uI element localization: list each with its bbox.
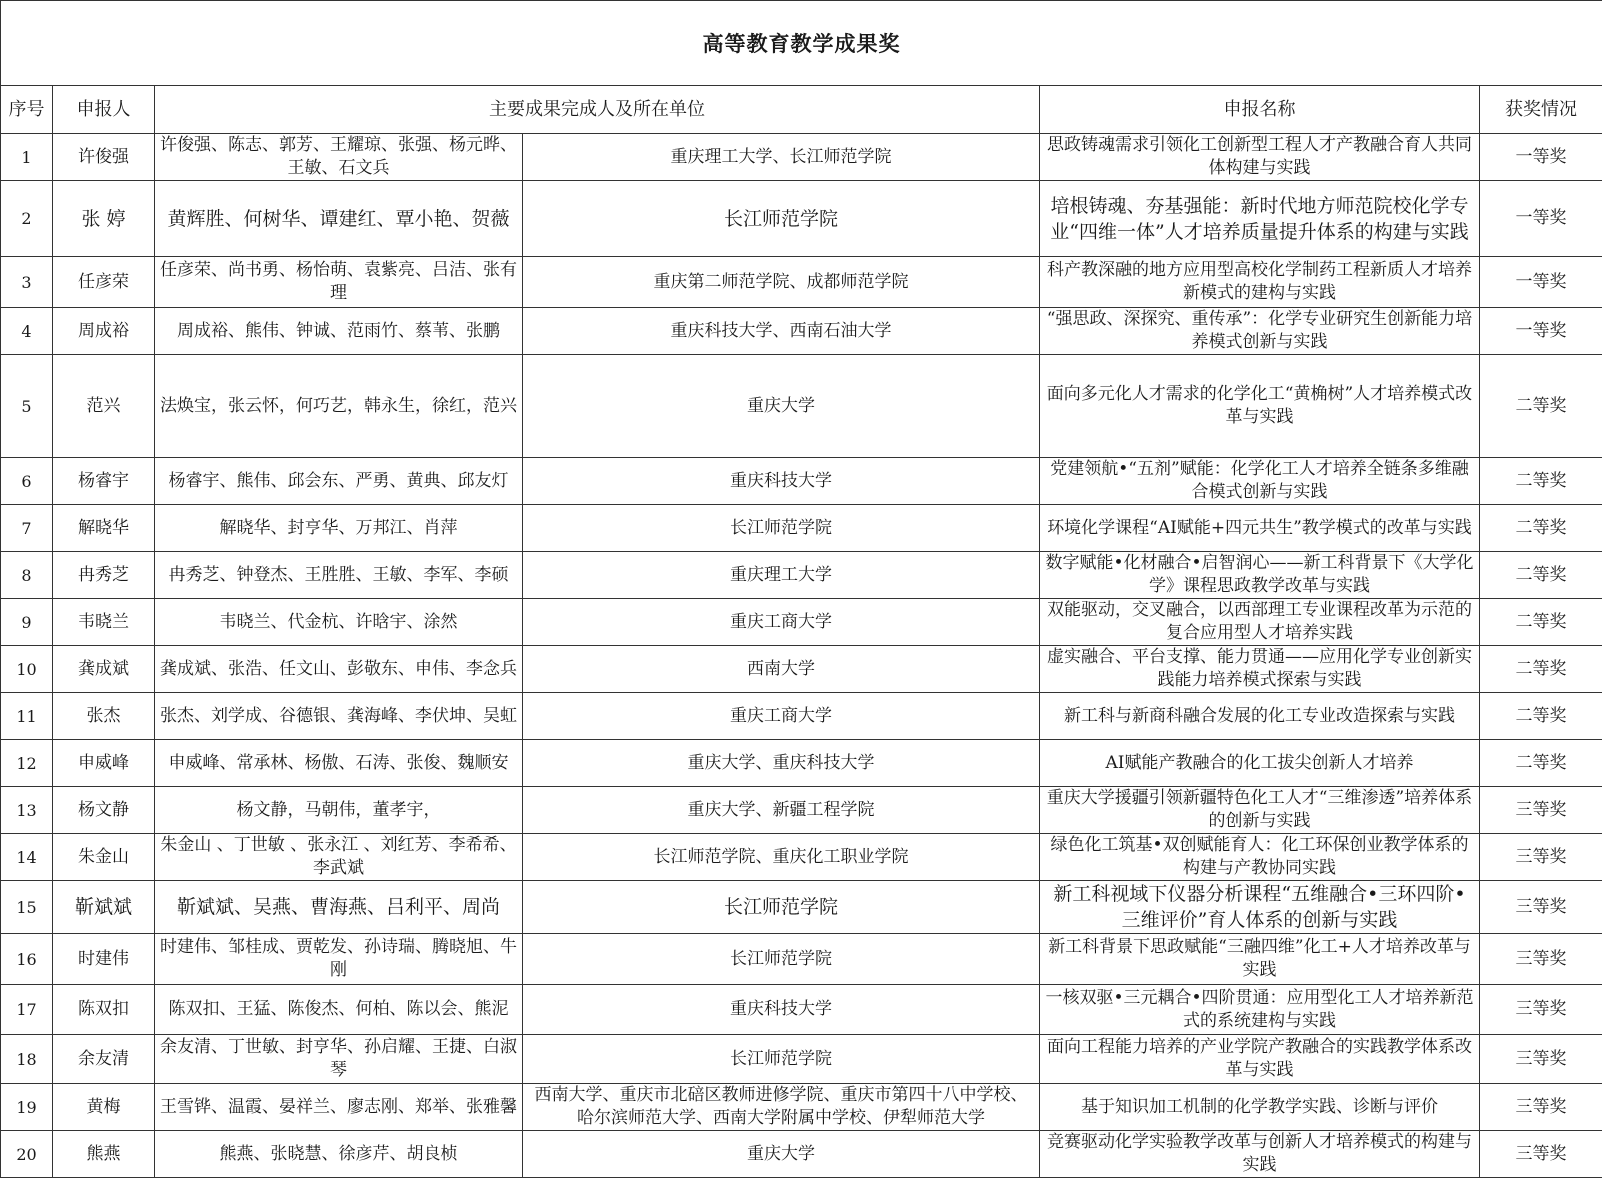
cell-persons: 解晓华、封亨华、万邦江、肖萍 [155,505,523,552]
cell-applicant: 朱金山 [53,834,155,881]
cell-persons: 龚成斌、张浩、任文山、彭敬东、申伟、李念兵 [155,646,523,693]
cell-project: 一核双驱•三元耦合•四阶贯通：应用型化工人才培养新范式的系统建构与实践 [1040,985,1480,1035]
cell-unit: 重庆科技大学 [523,458,1040,505]
header-award: 获奖情况 [1480,86,1602,134]
cell-persons: 时建伟、邹桂成、贾乾发、孙诗瑞、腾晓旭、牛刚 [155,934,523,985]
cell-persons: 冉秀芝、钟登杰、王胜胜、王敏、李军、李硕 [155,552,523,599]
cell-no: 11 [1,693,53,740]
cell-project: 思政铸魂需求引领化工创新型工程人才产教融合育人共同体构建与实践 [1040,134,1480,181]
cell-unit: 重庆工商大学 [523,693,1040,740]
table-row [1,458,1602,505]
cell-no: 4 [1,308,53,355]
header-applicant: 申报人 [53,86,155,134]
cell-unit: 重庆科技大学、西南石油大学 [523,308,1040,355]
cell-applicant: 周成裕 [53,308,155,355]
cell-no: 20 [1,1131,53,1178]
cell-award: 三等奖 [1480,1131,1602,1178]
cell-unit: 长江师范学院 [523,1035,1040,1084]
cell-applicant: 解晓华 [53,505,155,552]
cell-award: 三等奖 [1480,787,1602,834]
cell-project: 面向工程能力培养的产业学院产教融合的实践教学体系改革与实践 [1040,1035,1480,1084]
cell-persons: 任彦荣、尚书勇、杨怡萌、袁紫亮、吕洁、张有理 [155,257,523,308]
cell-persons: 余友清、丁世敏、封亨华、孙启耀、王捷、白淑琴 [155,1035,523,1084]
cell-project: 双能驱动，交叉融合，以西部理工专业课程改革为示范的复合应用型人才培养实践 [1040,599,1480,646]
cell-unit: 长江师范学院 [523,505,1040,552]
table-row [1,308,1602,355]
cell-project: 培根铸魂、夯基强能：新时代地方师范院校化学专业“四维一体”人才培养质量提升体系的构建与实践 [1040,181,1480,257]
cell-applicant: 杨睿宇 [53,458,155,505]
cell-no: 3 [1,257,53,308]
table-row [1,787,1602,834]
cell-award: 一等奖 [1480,257,1602,308]
cell-project: 环境化学课程“AI赋能+四元共生”教学模式的改革与实践 [1040,505,1480,552]
table-row [1,552,1602,599]
table-row [1,505,1602,552]
cell-no: 17 [1,985,53,1035]
cell-no: 9 [1,599,53,646]
cell-award: 二等奖 [1480,599,1602,646]
cell-no: 12 [1,740,53,787]
cell-project: 重庆大学援疆引领新疆特色化工人才“三维渗透”培养体系的创新与实践 [1040,787,1480,834]
cell-unit: 重庆工商大学 [523,599,1040,646]
cell-applicant: 靳斌斌 [53,881,155,934]
cell-award: 三等奖 [1480,1035,1602,1084]
table-row [1,881,1602,934]
cell-persons: 陈双扣、王猛、陈俊杰、何柏、陈以会、熊泥 [155,985,523,1035]
table-row [1,1035,1602,1084]
cell-applicant: 张 婷 [53,181,155,257]
cell-no: 1 [1,134,53,181]
cell-applicant: 余友清 [53,1035,155,1084]
cell-project: 面向多元化人才需求的化学化工“黄桷树”人才培养模式改革与实践 [1040,355,1480,458]
cell-award: 二等奖 [1480,693,1602,740]
cell-no: 10 [1,646,53,693]
cell-persons: 朱金山 、丁世敏 、张永江 、刘红芳、李希希、李武斌 [155,834,523,881]
cell-project: 虚实融合、平台支撑、能力贯通——应用化学专业创新实践能力培养模式探索与实践 [1040,646,1480,693]
cell-applicant: 龚成斌 [53,646,155,693]
cell-persons: 许俊强、陈志、郭芳、王耀琼、张强、杨元晔、王敏、石文兵 [155,134,523,181]
table-row [1,834,1602,881]
cell-unit: 重庆科技大学 [523,985,1040,1035]
cell-no: 15 [1,881,53,934]
cell-unit: 重庆大学 [523,1131,1040,1178]
cell-project: 科产教深融的地方应用型高校化学制药工程新质人才培养新模式的建构与实践 [1040,257,1480,308]
cell-project: 新工科与新商科融合发展的化工专业改造探索与实践 [1040,693,1480,740]
cell-applicant: 杨文静 [53,787,155,834]
cell-applicant: 时建伟 [53,934,155,985]
cell-persons: 法焕宝，张云怀，何巧艺，韩永生，徐红，范兴 [155,355,523,458]
cell-applicant: 黄梅 [53,1084,155,1131]
cell-persons: 熊燕、张晓慧、徐彦芹、胡良桢 [155,1131,523,1178]
cell-project: 新工科视域下仪器分析课程“五维融合•三环四阶•三维评价”育人体系的创新与实践 [1040,881,1480,934]
cell-applicant: 张杰 [53,693,155,740]
cell-award: 二等奖 [1480,552,1602,599]
cell-unit: 重庆大学 [523,355,1040,458]
cell-persons: 申威峰、常承林、杨傲、石涛、张俊、魏顺安 [155,740,523,787]
cell-project: 新工科背景下思政赋能“三融四维”化工+人才培养改革与实践 [1040,934,1480,985]
cell-unit: 重庆大学、新疆工程学院 [523,787,1040,834]
cell-project: 党建领航•“五剂”赋能：化学化工人才培养全链条多维融合模式创新与实践 [1040,458,1480,505]
cell-unit: 重庆理工大学 [523,552,1040,599]
cell-applicant: 陈双扣 [53,985,155,1035]
cell-award: 三等奖 [1480,881,1602,934]
cell-applicant: 申威峰 [53,740,155,787]
cell-project: 基于知识加工机制的化学教学实践、诊断与评价 [1040,1084,1480,1131]
table-row [1,934,1602,985]
cell-unit: 西南大学 [523,646,1040,693]
cell-applicant: 任彦荣 [53,257,155,308]
cell-award: 二等奖 [1480,505,1602,552]
page-title: 高等教育教学成果奖 [1,1,1602,86]
cell-no: 13 [1,787,53,834]
header-row [1,86,1602,134]
cell-no: 5 [1,355,53,458]
cell-no: 16 [1,934,53,985]
cell-award: 一等奖 [1480,181,1602,257]
cell-no: 7 [1,505,53,552]
cell-unit: 重庆理工大学、长江师范学院 [523,134,1040,181]
cell-applicant: 许俊强 [53,134,155,181]
cell-persons: 黄辉胜、何树华、谭建红、覃小艳、贺薇 [155,181,523,257]
cell-applicant: 范兴 [53,355,155,458]
cell-unit: 西南大学、重庆市北碚区教师进修学院、重庆市第四十八中学校、哈尔滨师范大学、西南大学附属中学校、伊犁师范大学 [523,1084,1040,1131]
cell-no: 14 [1,834,53,881]
cell-applicant: 冉秀芝 [53,552,155,599]
cell-award: 二等奖 [1480,740,1602,787]
cell-award: 三等奖 [1480,1084,1602,1131]
title-row [1,1,1602,86]
cell-no: 6 [1,458,53,505]
cell-persons: 杨文静，马朝伟，董孝宇， [155,787,523,834]
cell-no: 2 [1,181,53,257]
cell-unit: 长江师范学院 [523,881,1040,934]
cell-award: 二等奖 [1480,646,1602,693]
cell-award: 三等奖 [1480,834,1602,881]
cell-award: 三等奖 [1480,934,1602,985]
table-row [1,599,1602,646]
table-row [1,1131,1602,1178]
cell-unit: 长江师范学院 [523,181,1040,257]
cell-project: “强思政、深探究、重传承”：化学专业研究生创新能力培养模式创新与实践 [1040,308,1480,355]
table-row [1,693,1602,740]
cell-persons: 杨睿宇、熊伟、邱会东、严勇、黄典、邱友灯 [155,458,523,505]
cell-persons: 张杰、刘学成、谷德银、龚海峰、李伏坤、吴虹 [155,693,523,740]
cell-no: 19 [1,1084,53,1131]
cell-applicant: 韦晓兰 [53,599,155,646]
cell-persons: 王雪铧、温霞、晏祥兰、廖志刚、郑举、张雅馨 [155,1084,523,1131]
table-row [1,355,1602,458]
cell-project: AI赋能产教融合的化工拔尖创新人才培养 [1040,740,1480,787]
cell-project: 竞赛驱动化学实验教学改革与创新人才培养模式的构建与实践 [1040,1131,1480,1178]
cell-award: 一等奖 [1480,134,1602,181]
cell-award: 三等奖 [1480,985,1602,1035]
table-row [1,1084,1602,1131]
cell-award: 二等奖 [1480,355,1602,458]
cell-unit: 重庆大学、重庆科技大学 [523,740,1040,787]
header-persons-unit: 主要成果完成人及所在单位 [155,86,1040,134]
table-row [1,740,1602,787]
header-no: 序号 [1,86,53,134]
header-project: 申报名称 [1040,86,1480,134]
table-row [1,646,1602,693]
table-row [1,181,1602,257]
cell-award: 一等奖 [1480,308,1602,355]
cell-award: 二等奖 [1480,458,1602,505]
cell-unit: 重庆第二师范学院、成都师范学院 [523,257,1040,308]
cell-no: 18 [1,1035,53,1084]
cell-unit: 长江师范学院 [523,934,1040,985]
table-row [1,257,1602,308]
table-row [1,134,1602,181]
cell-project: 数字赋能•化材融合•启智润心——新工科背景下《大学化学》课程思政教学改革与实践 [1040,552,1480,599]
cell-applicant: 熊燕 [53,1131,155,1178]
cell-project: 绿色化工筑基•双创赋能育人：化工环保创业教学体系的构建与产教协同实践 [1040,834,1480,881]
cell-persons: 韦晓兰、代金杭、许晗宇、涂然 [155,599,523,646]
cell-persons: 周成裕、熊伟、钟诚、范雨竹、蔡苇、张鹏 [155,308,523,355]
cell-no: 8 [1,552,53,599]
table-row [1,985,1602,1035]
cell-unit: 长江师范学院、重庆化工职业学院 [523,834,1040,881]
cell-persons: 靳斌斌、吴燕、曹海燕、吕利平、周尚 [155,881,523,934]
